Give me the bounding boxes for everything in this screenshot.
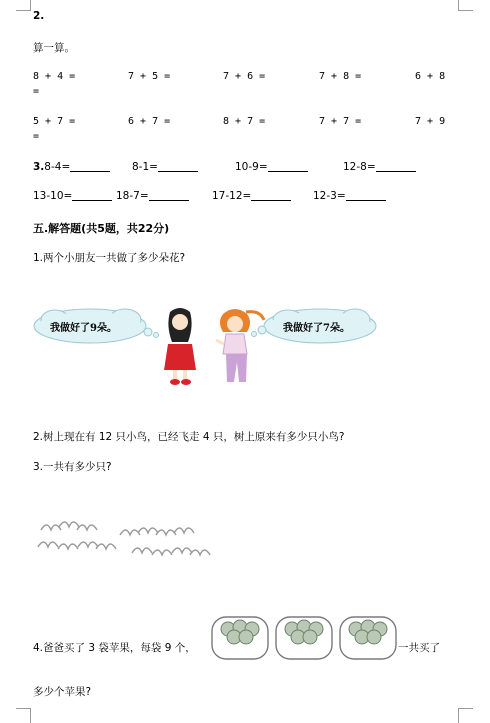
q2-row1-wrap: =: [33, 86, 40, 97]
q2-row2-item4: 7 + 7 =: [319, 116, 362, 127]
q2-row2-item5: 7 + 9: [415, 116, 446, 127]
answer-blank[interactable]: [346, 189, 386, 201]
problem-2-text: 2.树上现在有 12 只小鸟，已经飞走 4 只，树上原来有多少只小鸟?: [33, 431, 345, 443]
items-illustration: [36, 515, 216, 565]
q2-row2-item3: 8 + 7 =: [223, 116, 266, 127]
q2-row1-item1: 8 + 4 =: [33, 71, 76, 82]
q2-row1-item4: 7 + 8 =: [319, 71, 362, 82]
apple-bag-icon: [276, 617, 332, 659]
problem-4-text-line2: 多少个苹果?: [33, 686, 92, 698]
group-right: [120, 528, 210, 555]
answer-blank[interactable]: [268, 160, 308, 172]
q3-row2-item1: [33, 189, 112, 202]
q3-row1-item3: [235, 160, 308, 173]
section-title: 五.解答题(共5题，共22分): [33, 222, 170, 235]
q3-expr-5: 13-10=: [33, 190, 73, 202]
q3-row2-item2: [116, 189, 189, 202]
apple-bags-illustration: [208, 607, 400, 663]
q2-row2-item2: 6 + 7 =: [128, 116, 171, 127]
answer-blank[interactable]: [149, 189, 189, 201]
problem-3-text: 3.一共有多少只?: [33, 461, 112, 473]
q3-row1-item2: [132, 160, 198, 173]
q3-row2-item4: [313, 189, 386, 202]
answer-blank[interactable]: [70, 160, 110, 172]
q2-row2-item1: 5 + 7 =: [33, 116, 76, 127]
q3-row1-item4: [343, 160, 416, 173]
crop-mark-bottom-left: [16, 708, 31, 723]
crop-mark-bottom-right: [458, 708, 473, 723]
q2-row1-item5: 6 + 8: [415, 71, 446, 82]
q2-row2-wrap: =: [33, 131, 40, 142]
girl-right-figure: [216, 309, 264, 382]
two-girls-illustration: [30, 300, 390, 390]
q2-instruction: 算一算。: [33, 42, 75, 54]
q3-expr-4: 12-8=: [343, 161, 376, 173]
girl-left-figure: [164, 308, 196, 385]
q2-row1-item3: 7 + 6 =: [223, 71, 266, 82]
answer-blank[interactable]: [251, 189, 291, 201]
right-bubble-text: 我做好了7朵。: [283, 323, 350, 334]
group-left: [38, 522, 116, 549]
q3-expr-8: 12-3=: [313, 190, 346, 202]
problem-4-text-before: 4.爸爸买了 3 袋苹果，每袋 9 个，: [33, 642, 196, 654]
left-bubble-text: 我做好了9朵。: [50, 323, 117, 334]
crop-mark-top-left: [16, 0, 31, 11]
q3-expr-7: 17-12=: [212, 190, 252, 202]
q3-row1-item1: [33, 160, 110, 173]
q3-expr-3: 10-9=: [235, 161, 268, 173]
problem-1-text: 1.两个小朋友一共做了多少朵花?: [33, 252, 186, 264]
q3-row2-item3: [212, 189, 291, 202]
answer-blank[interactable]: [72, 189, 112, 201]
answer-blank[interactable]: [158, 160, 198, 172]
problem-4-text-after: 一共买了: [398, 642, 440, 654]
crop-mark-top-right: [458, 0, 473, 11]
q3-expr-1: 8-4=: [44, 161, 71, 173]
q2-row1-item2: 7 + 5 =: [128, 71, 171, 82]
q3-number: 3.: [33, 161, 45, 173]
q2-number: 2.: [33, 10, 45, 22]
q3-expr-6: 18-7=: [116, 190, 149, 202]
q3-expr-2: 8-1=: [132, 161, 158, 173]
apple-bag-icon: [340, 617, 396, 659]
answer-blank[interactable]: [376, 160, 416, 172]
apple-bag-icon: [212, 617, 268, 659]
